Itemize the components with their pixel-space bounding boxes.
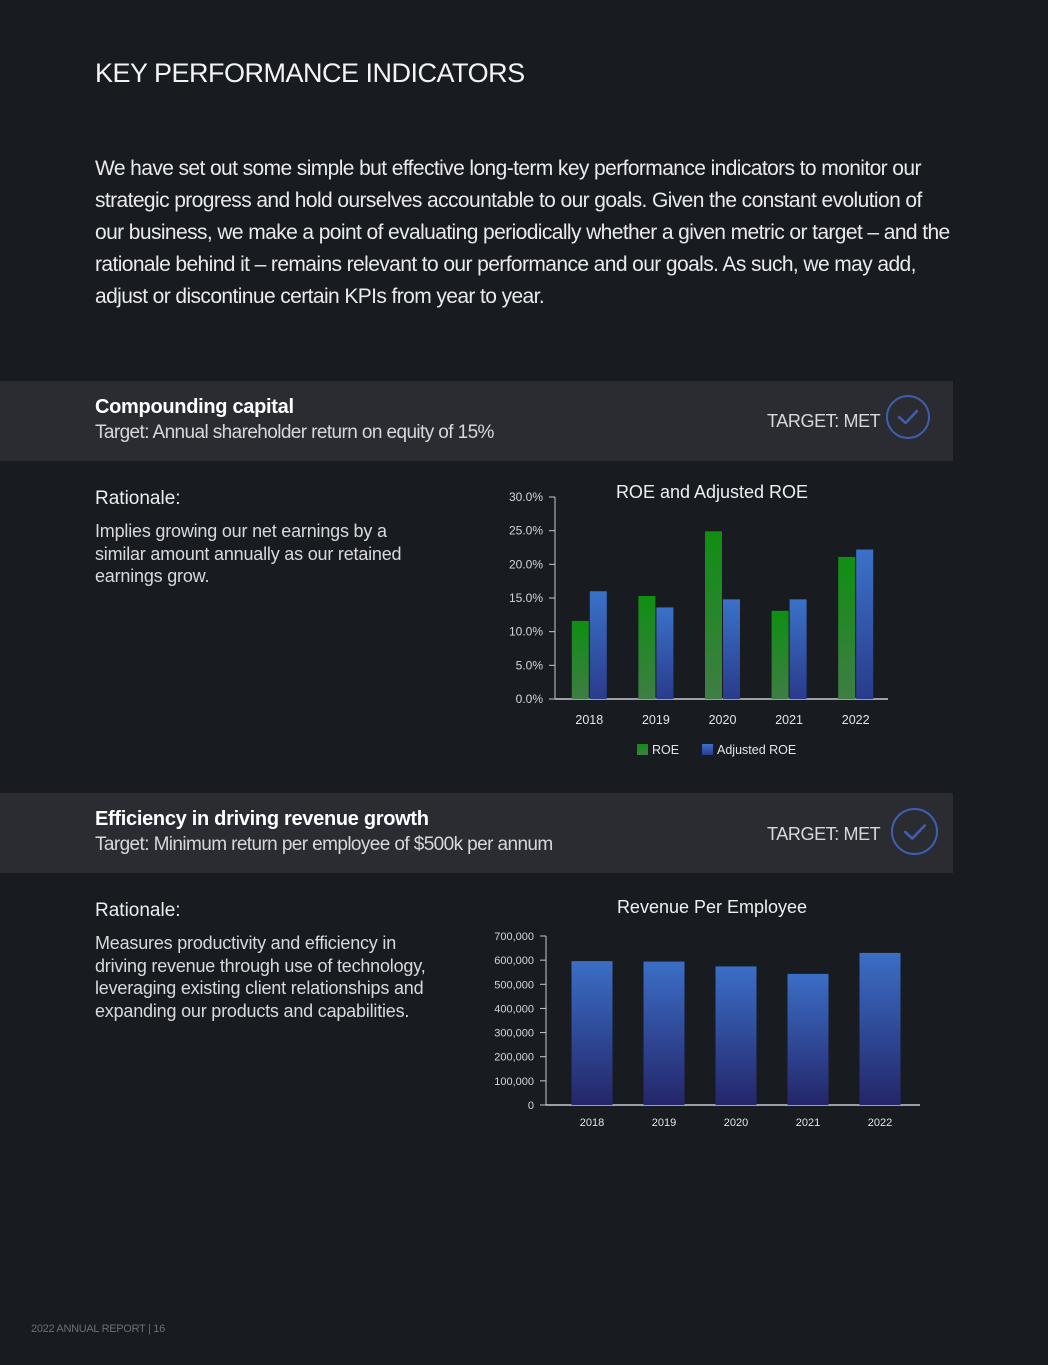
x-tick-label: 2018 bbox=[579, 1117, 605, 1129]
roe-chart bbox=[490, 475, 910, 770]
revenue-chart bbox=[480, 890, 930, 1135]
y-tick-label: 30.0% bbox=[508, 490, 543, 504]
page-title: KEY PERFORMANCE INDICATORS bbox=[95, 58, 525, 88]
check-circle-icon bbox=[891, 808, 938, 855]
x-tick-label: 2021 bbox=[795, 1117, 821, 1129]
x-tick-label: 2020 bbox=[723, 1117, 749, 1129]
rationale-text: Implies growing our net earnings by a similar amount annually as our retained earnings grow. bbox=[95, 521, 402, 586]
kpi-title: Efficiency in driving revenue growth bbox=[95, 808, 429, 830]
chart-title: ROE and Adjusted ROE bbox=[615, 482, 809, 502]
legend-swatch-adjusted-roe bbox=[702, 744, 713, 755]
target-status: TARGET: MET bbox=[767, 411, 881, 431]
x-tick-label: 2022 bbox=[841, 713, 870, 727]
y-tick-label: 25.0% bbox=[508, 523, 543, 538]
rationale-label: Rationale: bbox=[95, 900, 181, 921]
y-tick-label: 0 bbox=[527, 1100, 534, 1112]
bar-roe bbox=[705, 531, 722, 699]
target-status: TARGET: MET bbox=[767, 824, 881, 844]
bar-revenue bbox=[644, 962, 685, 1105]
y-tick-label: 100,000 bbox=[494, 1075, 534, 1088]
kpi-title: Compounding capital bbox=[95, 396, 294, 418]
legend-label-roe: ROE bbox=[652, 743, 680, 757]
x-tick-label: 2019 bbox=[651, 1117, 677, 1129]
x-tick-label: 2019 bbox=[641, 713, 670, 727]
bar-adjusted-roe bbox=[790, 599, 807, 699]
rationale-label: Rationale: bbox=[95, 488, 181, 509]
kpi-target: Target: Annual shareholder return on equity of 15% bbox=[95, 422, 494, 443]
bar-revenue bbox=[572, 961, 613, 1105]
rationale-text: Measures productivity and efficiency in driving revenue through use of technology, leveraging existing client relationships and expanding our products and capabilities. bbox=[95, 933, 426, 1021]
bar-adjusted-roe bbox=[856, 550, 873, 699]
kpi-header-revenue-efficiency bbox=[0, 793, 953, 873]
chart-title: Revenue Per Employee bbox=[616, 897, 808, 917]
bar-roe bbox=[638, 596, 655, 699]
x-tick-label: 2021 bbox=[775, 713, 804, 727]
y-tick-label: 600,000 bbox=[494, 955, 534, 968]
bar-adjusted-roe bbox=[590, 591, 607, 699]
kpi-header-compounding-capital bbox=[0, 381, 953, 461]
page-footer: 2022 ANNUAL REPORT | 16 bbox=[31, 1323, 165, 1335]
bar-adjusted-roe bbox=[656, 607, 673, 699]
y-tick-label: 300,000 bbox=[494, 1027, 534, 1040]
kpi-target: Target: Minimum return per employee of $500k per annum bbox=[95, 834, 553, 855]
bar-revenue bbox=[788, 974, 829, 1105]
bar-roe bbox=[772, 611, 789, 699]
bar-roe bbox=[572, 621, 589, 699]
y-tick-label: 200,000 bbox=[494, 1051, 534, 1064]
y-tick-label: 0.0% bbox=[515, 692, 543, 706]
bar-revenue bbox=[860, 953, 901, 1105]
bar-adjusted-roe bbox=[723, 599, 740, 699]
x-tick-label: 2020 bbox=[708, 713, 737, 727]
y-tick-label: 500,000 bbox=[494, 979, 534, 992]
check-circle-icon bbox=[886, 395, 930, 439]
legend-swatch-roe bbox=[637, 744, 648, 755]
y-tick-label: 15.0% bbox=[508, 591, 543, 605]
bar-revenue bbox=[716, 966, 757, 1105]
legend-label-adjusted-roe: Adjusted ROE bbox=[717, 743, 797, 757]
y-tick-label: 700,000 bbox=[494, 931, 534, 943]
y-tick-label: 5.0% bbox=[515, 658, 543, 673]
y-tick-label: 10.0% bbox=[508, 624, 543, 639]
y-tick-label: 400,000 bbox=[494, 1003, 534, 1016]
x-tick-label: 2022 bbox=[867, 1117, 893, 1129]
intro-paragraph: We have set out some simple but effective long-term key performance indicators to monitor our strategic progress and hold ourselves accountable to our goals. Given the constant evolution of our business, we make a point of evaluating periodically whether a given metric or target – and the rationale behind it – remains relevant to our performance and our goals. As such, we may add, adjust or discontinue certain KPIs from year to year. bbox=[95, 157, 950, 308]
y-tick-label: 20.0% bbox=[508, 557, 543, 572]
bar-roe bbox=[838, 557, 855, 699]
x-tick-label: 2018 bbox=[575, 713, 604, 727]
